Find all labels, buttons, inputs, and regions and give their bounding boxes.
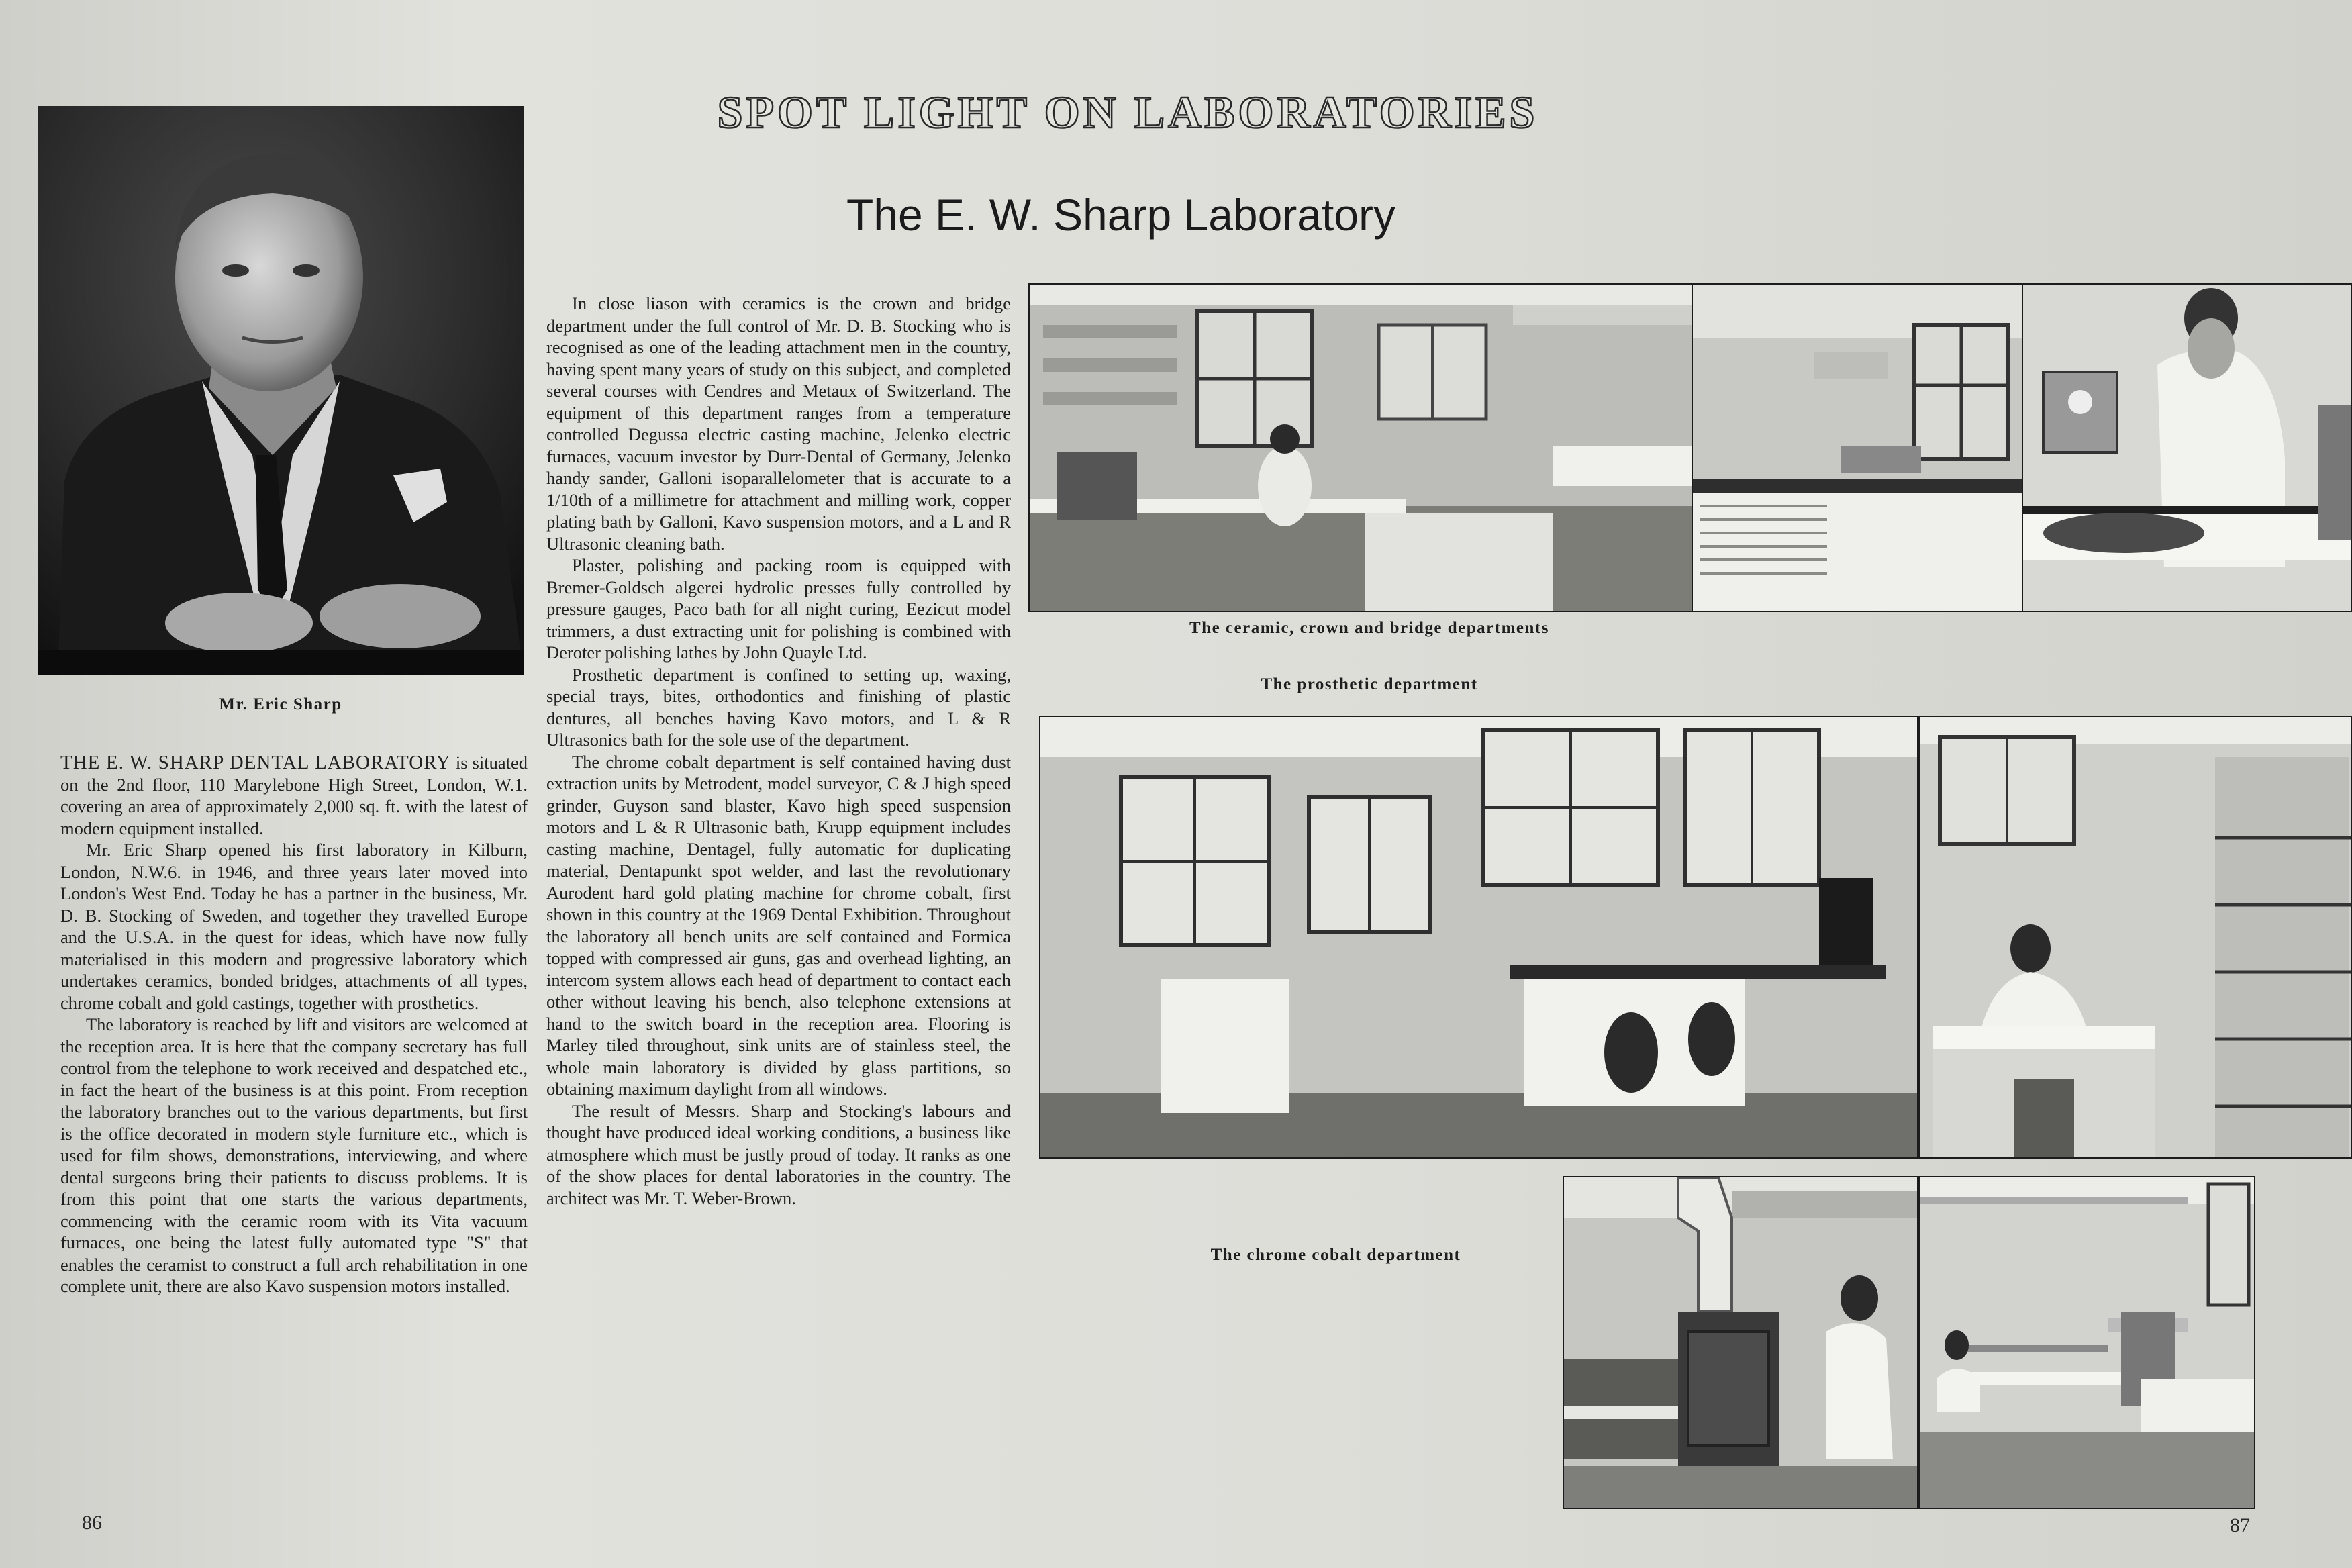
photo-ceramic-lab-2 (1692, 283, 2027, 612)
caption-prosthetic: The prosthetic department (1261, 675, 1478, 693)
portrait-caption: Mr. Eric Sharp (219, 695, 342, 714)
photo-prosthetic-technician (1918, 716, 2352, 1159)
column1-paragraph: The laboratory is reached by lift and visitors are welcomed at the reception area. It is here that the company secretary has full control from the telephone to work received and despatched etc., in fact the heart of the business is at this point. From reception the laboratory branches out to the various departments, but first is the office decorated in modern style furniture etc., which is used for film shows, demonstrations, interviewing, and where dental surgeons bring their patients to discuss problems. It is from this point that one starts the various departments, commencing with the ceramic room with its Vita vacuum furnaces, one being the latest fully automated type "S" that enables the ceramist to construct a full arch rehabilitation in one complete unit, there are also Kavo suspension motors installed. (60, 1014, 528, 1296)
photo-chrome-cobalt-2 (1918, 1176, 2255, 1509)
column2-paragraph: Plaster, polishing and packing room is equipped with Bremer-Goldsch algerei hydrolic presses fully controlled by pressure gauges, Paco bath for all night curing, Eezicut model trimmers, a dust extracting unit for polishing is combined with Deroter polishing lathes by John Quayle Ltd. (546, 555, 1011, 663)
photo-ceramic-lab-3 (2022, 283, 2352, 612)
column1-paragraph: THE E. W. SHARP DENTAL LABORATORY is situated on the 2nd floor, 110 Marylebone High Street, London, W.1. covering an area of approximately 2,000 sq. ft. with the latest of modern equipment installed. (60, 752, 528, 838)
column2-paragraph: The chrome cobalt department is self contained having dust extraction units by Metrodent, model surveyor, C & J high speed grinder, Guyson sand blaster, Kavo high speed suspension motors and L & R Ultrasonic bath, Krupp equipment includes casting machine, Dentagel, fully automatic for duplicating material, Dentapunkt spot welder, and last the revolutionary Aurodent hard gold plating machine for chrome cobalt, first shown in this country at the 1969 Dental Exhibition. Throughout the laboratory all bench units are self contained and Formica topped with compressed air guns, gas and overhead lighting, an intercom system allows each head of department to contact each other without leaving his bench, also telephone extensions at hand to the switch board in the reception area. Flooring is Marley tiled throughout, sink units are of stainless steel, the whole main laboratory is divided by glass partitions, so obtaining maximum daylight from all windows. (546, 751, 1011, 1099)
photo-ceramic-lab-1 (1028, 283, 1693, 612)
caption-ceramic-crown-bridge: The ceramic, crown and bridge departments (1189, 619, 1549, 637)
photo-chrome-cobalt-1 (1563, 1176, 1918, 1509)
column2-paragraph: Prosthetic department is confined to setting up, waxing, special trays, bites, orthodontics and finishing of plastic dentures, all benches having Kavo motors, and L & R Ultrasonics bath for the sole use of the department. (546, 664, 1011, 750)
article-column-left (60, 752, 528, 1297)
page-number-right: 87 (2230, 1514, 2250, 1536)
section-kicker: SPOT LIGHT ON LABORATORIES (717, 87, 1538, 138)
page-number-left: 86 (82, 1512, 102, 1534)
column2-paragraph: The result of Messrs. Sharp and Stocking's labours and thought have produced ideal working conditions, a business like atmosphere which must be justly proud of today. It ranks as one of the show places for dental laboratories in the country. The architect was Mr. T. Weber-Brown. (546, 1100, 1011, 1208)
column1-paragraph: Mr. Eric Sharp opened his first laboratory in Kilburn, London, N.W.6. in 1946, and three years later moved into London's West End. Today he has a partner in the business, Mr. D. B. Stocking of Sweden, and together they travelled Europe and the U.S.A. in the quest for ideas, which have now fully materialised in this modern and progressive laboratory which undertakes ceramics, bonded bridges, attachments of all types, chrome cobalt and gold castings, together with prosthetics. (60, 840, 528, 1013)
article-column-middle (546, 293, 1011, 1209)
column2-paragraph: In close liason with ceramics is the crown and bridge department under the full control of Mr. D. B. Stocking who is recognised as one of the leading attachment men in the country, having spent many years of study on this subject, and completed several courses with Cendres and Metaux of Switzerland. The equipment of this department ranges from a temperature controlled Degussa electric casting machine, Jelenko electric furnaces, vacuum investor by Durr-Dental of Germany, Jelenko handy sander, Galloni isoparallelometer that is accurate to a 1/10th of a millimetre for attachment and milling work, copper plating bath by Galloni, Kavo suspension motors, and a L and R Ultrasonic cleaning bath. (546, 293, 1011, 554)
photo-prosthetic-department (1039, 716, 1918, 1159)
caption-chrome-cobalt: The chrome cobalt department (1210, 1246, 1461, 1264)
lead-in-caps: THE E. W. SHARP DENTAL LABORATORY (60, 752, 451, 773)
article-title: The E. W. Sharp Laboratory (846, 190, 1396, 240)
portrait-photo (38, 106, 524, 675)
